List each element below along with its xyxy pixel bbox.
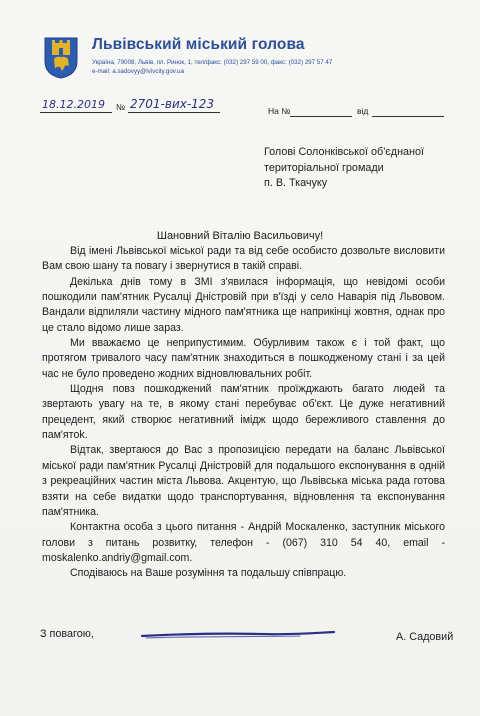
incoming-number-line [290,116,352,117]
body-paragraph: Від імені Львівської міської ради та від себе особисто дозвольте висловити Вам свою шану та повагу і звернутися в такій справі. [42,245,445,273]
body-paragraph: Відтак, звертаюся до Вас з пропозицією передати на баланс Львівської міської ради пам'ятник Русалці Дністровій для подальшого експонування в одній з рекреаційних частин міста Львова. Акцентую, що Львівська міська рада готова взяти на себе видатки щодо транспортування, відновлення та експонування пам'ятника. [42,444,445,518]
incoming-from-label: від [357,106,369,116]
incoming-date-line [372,116,444,117]
date-underline [40,112,112,113]
letter-body [42,244,445,582]
outgoing-date: 18.12.2019 [42,98,105,111]
outgoing-number: 2701-вих-123 [130,97,215,111]
signer-name: А. Садовий [396,631,454,643]
body-paragraph: Ми вважаємо це неприпустимим. Обурливим також є і той факт, що протягом тривалого часу пам'ятник знаходиться в пошкодженому стані і за цей час не було проведено жодних відновлювальних робіт. [42,337,445,380]
body-paragraph: Контактна особа з цього питання - Андрій Москаленко, заступник міського голови з питань розвитку, телефон - (067) 310 54 40, email - moskalenko.andriy@gmail.com. [42,521,445,564]
letterhead-title: Львівський міський голова [92,36,305,53]
outgoing-number-label: № [116,102,126,112]
greeting: Шановний Віталію Васильовичу! [156,230,324,242]
handwritten-signature [140,624,336,644]
addressee-line: територіальної громади [264,161,384,174]
incoming-number-label: На № [268,106,291,116]
closing-phrase: З повагою, [40,628,94,640]
body-paragraph: Декілька днів тому в ЗМІ з'явилася інформація, що невідомі особи пошкодили пам'ятник Русалці Дністровій при в'їзді у село Наварія під Львовом. Вандали відпиляли частину мідного пам'ятника ще наприкінці жовтня, однак про це стало відомо лише зараз. [42,275,445,334]
letterhead-contacts [92,58,332,76]
lviv-coat-of-arms-icon [44,37,78,79]
letterhead-address: Україна, 79008, Львів, пл. Ринок, 1, тел/факс: (032) 297 59 00, факс: (032) 297 57 47 [92,59,333,66]
addressee-line: Голові Солонківської об'єднаної [264,146,425,158]
body-paragraph: Щодня повз пошкоджений пам'ятник проїжджають багато людей та звертають увагу на те, в якому стані перебуває об'єкт. Це дуже негативний прецедент, який створює негативний імідж щодо бережливого ставлення до пам'ятok. [42,383,445,442]
letterhead-email: e-mail: a.sadovyy@lvivcity.gov.ua [92,68,185,75]
addressee-block [264,145,424,192]
addressee-line: п. В. Ткачуку [264,177,328,189]
body-paragraph: Сподіваюсь на Ваше розуміння та подальшу співпрацю. [70,567,347,580]
number-underline [128,112,220,113]
